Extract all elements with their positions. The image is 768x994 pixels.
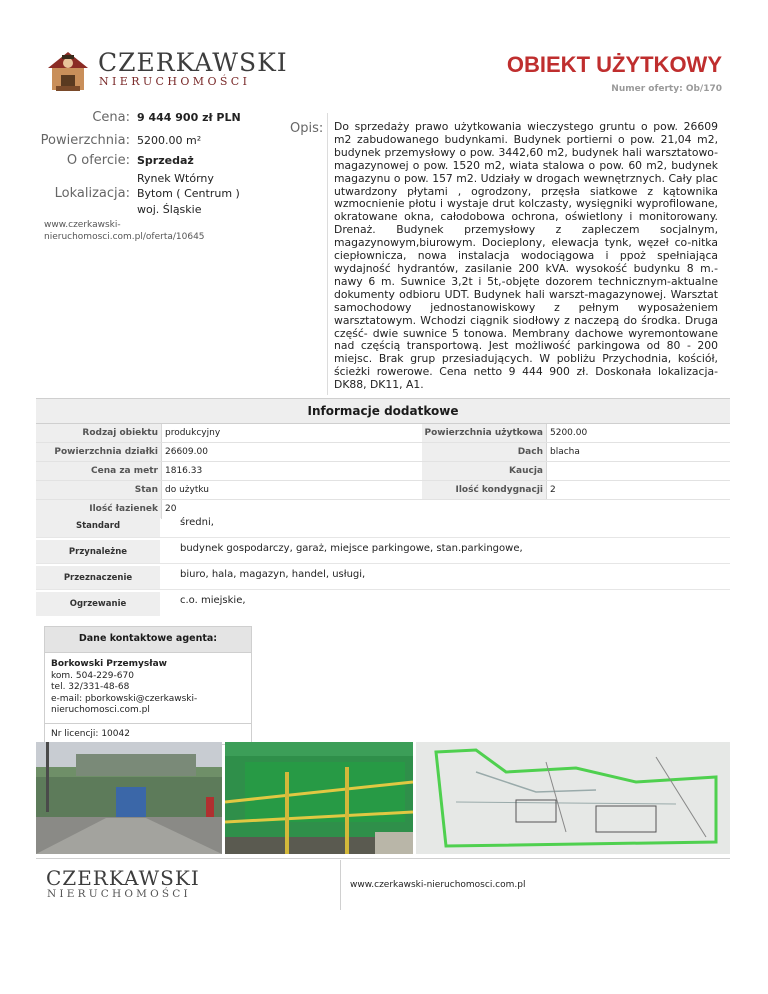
price-per-meter-value: 1816.33 (165, 466, 203, 476)
table-divider (36, 442, 730, 443)
attribute-row-standard (36, 514, 730, 538)
table-divider (161, 424, 162, 519)
price-value: 9 444 900 zł PLN (137, 111, 241, 124)
facade-photo[interactable] (225, 742, 413, 854)
offer-number: Numer oferty: Ob/170 (611, 84, 722, 94)
purpose-label: Przeznaczenie (36, 566, 160, 590)
additional-info-heading: Informacje dodatkowe (36, 398, 730, 424)
location-label: Lokalizacja: (54, 186, 130, 201)
standard-value: średni, (180, 517, 214, 528)
bathrooms-label: Ilość łazienek (36, 500, 161, 518)
offer-type-value: Sprzedaż (137, 154, 194, 167)
roof-label: Dach (422, 443, 546, 461)
row-divider (36, 537, 730, 538)
row-divider (36, 589, 730, 590)
usable-area-value: 5200.00 (550, 428, 588, 438)
condition-label: Stan (36, 481, 161, 499)
footer-url[interactable]: www.czerkawski-nieruchomosci.com.pl (350, 880, 526, 890)
belongings-label: Przynależne (36, 540, 160, 564)
footer-logo-subtitle: NIERUCHOMOŚCI (47, 888, 191, 900)
plot-area-label: Powierzchnia działki (36, 443, 161, 461)
condition-value: do użytku (165, 485, 210, 495)
heating-value: c.o. miejskie, (180, 595, 246, 606)
offer-url-line2: nieruchomosci.com.pl/oferta/10645 (44, 232, 205, 242)
agent-details (45, 653, 251, 724)
offer-url-line1: www.czerkawski- (44, 220, 121, 230)
table-divider (36, 499, 730, 500)
price-per-meter-label: Cena za metr (36, 462, 161, 480)
area-value: 5200.00 m² (137, 134, 202, 147)
plot-area-value: 26609.00 (165, 447, 208, 457)
offer-url[interactable] (44, 219, 244, 243)
floors-label: Ilość kondygnacji (422, 481, 546, 499)
attribute-row-belongings (36, 540, 730, 564)
standard-label: Standard (36, 514, 160, 538)
heating-label: Ogrzewanie (36, 592, 160, 616)
deposit-value (547, 462, 550, 480)
agent-phone: tel. 32/331-48-68 (51, 682, 130, 692)
agent-email-line2[interactable]: nieruchomosci.com.pl (51, 705, 150, 715)
market-value: Rynek Wtórny (137, 172, 214, 185)
purpose-value: biuro, hala, magazyn, handel, usługi, (180, 569, 366, 580)
row-divider (36, 563, 730, 564)
area-label: Powierzchnia: (40, 133, 130, 148)
logo-subtitle: NIERUCHOMOŚCI (99, 75, 251, 88)
bathrooms-value: 20 (165, 504, 177, 514)
company-logo (42, 44, 288, 96)
table-divider (546, 424, 547, 500)
mascot-icon (42, 44, 94, 96)
photo-gallery (36, 742, 730, 854)
agent-contact-box (44, 626, 252, 745)
logo-name: CZERKAWSKI (98, 48, 288, 77)
description-text: Do sprzedaży prawo użytkowania wieczystego gruntu o pow. 26609 m2 zabudowanego budynkami. Budynek portierni o pow. 21,04 m2, budynek przemysłowy o pow. 3442,60 m2, budynek hali warsztatowo-magazynowej o pow. 1520 m2, wiata stalowa o pow. 60 m2, budynek magazynu o pow. 157 m2. Udziały w drogach wewnętrznych. Cały plac utwardzony płytami , ogrodzony, przęsła siatkowe z kątownika wzmocnienie płotu i wystaje drut kolczasty, wysięgniki wyprofilowane, okratowane okna, całodobowa ochrona, oświetlony i monitorowany. Drenaż. Budynek przemysłowy z zapleczem socjalnym, magazynowym,biurowym. Docieplony, elewacja tynk, węzeł co-nitka ciepłownicza, nowa instalacja wodociągowa i ppoż spełniająca wydajność hydrantów, zasilanie 200 kVA. wysokość budynku 8 m.-nawy 6 m. Suwnice 3,2t i 5t,-objęte dozorem technicznym-aktualne dokumenty odbioru UDT. Budynek hali warszt-magazynowej. Warsztat samochodowy jednostanowiskowy z pełnym wyposażeniem warsztatowym. Wchodzi ciągnik siodłowy z naczepą do środka. Druga część- dwie suwnice 5 tonowa. Membrany dachowe wyremontowane nad częścią transportową. Jest możliwość parkingowa od 80 - 200 miejsc. Brak grup przesiadujących. W pobliżu Przychodnia, kościół, ścieżki rowerowe. Cena netto 9 444 900 zł. Doskonała lokalizacja-DK88, DK11, A1. (334, 120, 718, 392)
footer-divider (340, 860, 341, 910)
description-divider (327, 113, 328, 395)
floors-value: 2 (550, 485, 556, 495)
agent-heading: Dane kontaktowe agenta: (45, 627, 251, 653)
object-type-label: Rodzaj obiektu (36, 424, 161, 442)
attribute-row-heating (36, 592, 730, 616)
agent-license: Nr licencji: 10042 (51, 728, 130, 739)
offer-type-label: O ofercie: (66, 153, 130, 168)
table-divider (36, 461, 730, 462)
building-photo[interactable] (36, 742, 222, 854)
footer-divider (36, 858, 730, 859)
usable-area-label: Powierzchnia użytkowa (422, 424, 546, 442)
agent-mobile: kom. 504-229-670 (51, 670, 134, 681)
description-label: Opis: (290, 121, 324, 136)
table-divider (36, 480, 730, 481)
deposit-label: Kaucja (422, 462, 546, 480)
footer-logo-name: CZERKAWSKI (46, 866, 200, 890)
page-title: OBIEKT UŻYTKOWY (506, 52, 722, 77)
region-value: woj. Śląskie (137, 203, 202, 216)
price-label: Cena: (92, 110, 130, 125)
attribute-row-purpose (36, 566, 730, 590)
agent-email-line1[interactable]: e-mail: pborkowski@czerkawski- (51, 693, 198, 704)
agent-name: Borkowski Przemysław (51, 659, 167, 669)
object-type-value: produkcyjny (165, 428, 221, 438)
belongings-value: budynek gospodarczy, garaż, miejsce parkingowe, stan.parkingowe, (180, 543, 523, 554)
site-plan-photo[interactable] (416, 742, 730, 854)
location-value: Bytom ( Centrum ) (137, 187, 240, 200)
roof-value: blacha (550, 447, 580, 457)
